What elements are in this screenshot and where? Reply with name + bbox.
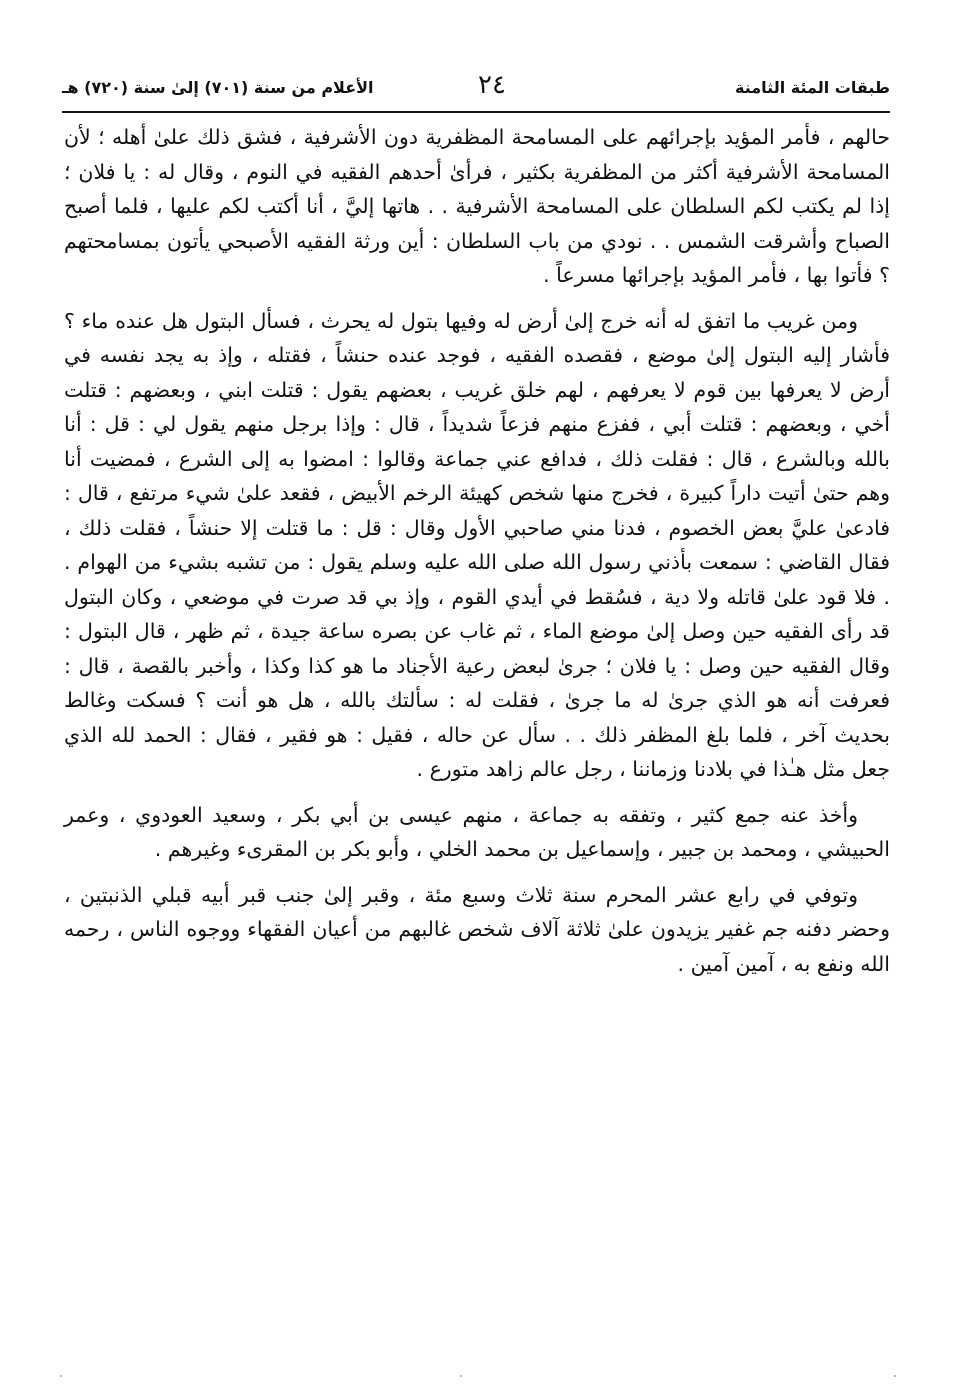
body-text <box>64 120 890 981</box>
scan-dot <box>460 1375 462 1377</box>
running-header <box>62 70 890 110</box>
section-title: طبقات المئة الثامنة <box>735 78 890 97</box>
range-title: الأعلام من سنة (٧٠١) إلىٰ سنة (٧٢٠) هـ <box>62 78 374 97</box>
header-divider <box>62 111 890 113</box>
paragraph-3: وأخذ عنه جمع كثير ، وتفقه به جماعة ، منهم عيسى بن أبي بكر ، وسعيد العودوي ، وعمر الحبيشي ، ومحمد بن جبير ، وإسماعيل بن محمد الخلي ، وأبو بكر بن المقرىء وغيرهم . <box>64 802 890 861</box>
scan-footer-marks <box>60 1375 896 1379</box>
paragraph-2: ومن غريب ما اتفق له أنه خرج إلىٰ أرض له وفيها بتول له يحرث ، فسأل البتول هل عنده ماء ؟ فأشار إليه البتول إلىٰ موضع ، فقصده الفقيه ، فوجد عنده حنشاً ، فقتله ، وإذ به يجد نفسه في أرض لا يعرفها بين قوم لا يعرفهم ، لهم خلق غريب ، بعضهم يقول : قتلت ابني ، وبعضهم : قتلت أخي ، وبعضهم : قتلت أبي ، ففزع منهم فزعاً شديداً ، قال : وإذا برجل منهم يقول لي : قل : أنا بالله وبالشرع ، قال : فقلت ذلك ، فدافع عني جماعة وقالوا : امضوا به إلى الشرع ، فمضيت أنا وهم حتىٰ أتيت داراً كبيرة ، فخرج منها شخص كهيئة الرخم الأبيض ، فقعد علىٰ شيء مرتفع ، قال : فادعىٰ عليَّ بعض الخصوم ، فدنا مني صاحبي الأول وقال : قل : ما قتلت إلا حنشاً ، فقلت ذلك ، فقال القاضي : سمعت بأذني رسول الله صلى الله عليه وسلم يقول : من تشبه بشيء من الهوام . . فلا قود علىٰ قاتله ولا دية ، فسُقط في أيدي القوم ، وإذ بي قد صرت في موضعي ، وكان البتول قد رأى الفقيه حين وصل إلىٰ موضع الماء ، ثم غاب عن بصره ساعة جيدة ، ثم ظهر ، قال البتول : وقال الفقيه حين وصل : يا فلان ؛ جرىٰ لبعض رعية الأجناد ما هو كذا وكذا ، وأخبر بالقصة ، قال : فعرفت أنه هو الذي جرىٰ له ما جرىٰ ، فقلت له : سألتك بالله ، هل هو أنت ؟ فسكت وغالط بحديث آخر ، فلما بلغ المظفر ذلك . . سأل عن حاله ، فقيل : هو فقير ، فقال : الحمد لله الذي جعل مثل هـٰذا في بلادنا وزماننا ، رجل عالم زاهد متورع . <box>64 308 890 781</box>
paragraph-1: حالهم ، فأمر المؤيد بإجرائهم على المسامحة المظفرية دون الأشرفية ، فشق ذلك علىٰ أهله ؛ لأن المسامحة الأشرفية أكثر من المظفرية بكثير ، فرأىٰ أحدهم الفقيه في النوم ، وقال له : يا فلان ؛ إذا لم يكتب لكم السلطان على المسامحة الأشرفية . . هاتها إليَّ ، أنا أكتب لكم عليها ، فلما أصبح الصباح وأشرقت الشمس . . نودي من باب السلطان : أين ورثة الفقيه الأصبحي يأتون بمسامحتهم ؟ فأتوا بها ، فأمر المؤيد بإجرائها مسرعاً . <box>64 125 890 287</box>
page-number: ٢٤ <box>478 70 506 100</box>
scan-dot <box>894 1375 896 1377</box>
paragraph-4: وتوفي في رابع عشر المحرم سنة ثلاث وسبع مئة ، وقبر إلىٰ جنب قبر أبيه قبلي الذنبتين ، وحضر دفنه جم غفير يزيدون علىٰ ثلاثة آلاف شخص غالبهم من أعيان الفقهاء ووجوه الناس ، رحمه الله ونفع به ، آمين آمين . <box>64 882 890 976</box>
scan-dot <box>60 1375 62 1377</box>
